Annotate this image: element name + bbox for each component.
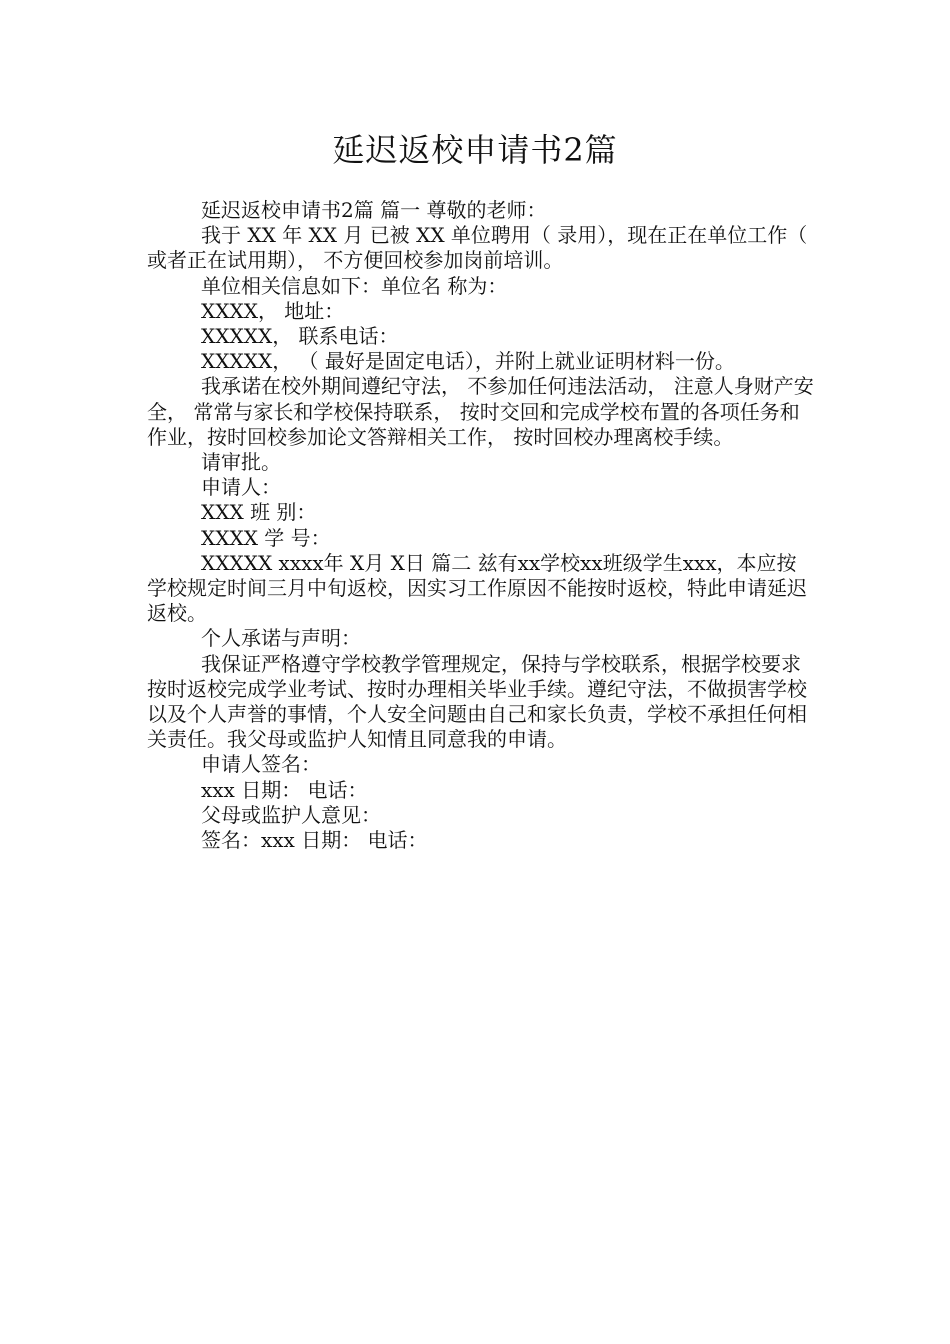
paragraph-proof-materials: XXXXX， （ 最好是固定电话），并附上就业证明材料一份。: [201, 349, 735, 374]
paragraph-class: XXX 班 别：: [201, 500, 317, 525]
paragraph-student-id: XXXX 学 号：: [201, 525, 331, 550]
paragraph-request-approval: 请审批。: [201, 450, 281, 475]
paragraph-unit-info-intro: 单位相关信息如下：单位名 称为：: [201, 273, 508, 298]
document-title: 延迟返校申请书2篇: [332, 131, 618, 169]
paragraph-declaration-body: 我保证严格遵守学校教学管理规定，保持与学校联系，根据学校要求按时返校完成学业考试、按时办理相关毕业手续。遵纪守法，不做损害学校以及个人声誉的事情，个人安全问题由自己和家长负责，学校不承担任何相关责任。我父母或监护人知情且同意我的申请。: [147, 651, 807, 752]
paragraph-guardian-signature: 签名：xxx 日期： 电话：: [201, 828, 428, 853]
paragraph-date-phone: xxx 日期： 电话：: [201, 777, 368, 802]
paragraph-unit-phone: XXXXX， 联系电话：: [201, 324, 399, 349]
paragraph-promise: 我承诺在校外期间遵纪守法， 不参加任何违法活动， 注意人身财产安全， 常常与家长和学校保持联系， 按时交回和完成学校布置的各项任务和作业，按时回校参加论文答辩相关工作， 按时回校办理离校手续。: [147, 374, 814, 449]
paragraph-guardian-opinion: 父母或监护人意见：: [201, 802, 381, 827]
paragraph-applicant-signature: 申请人签名：: [201, 752, 321, 777]
paragraph-applicant: 申请人：: [201, 475, 281, 500]
document-body: [147, 198, 815, 853]
paragraph-declaration-heading: 个人承诺与声明：: [201, 626, 361, 651]
paragraph-section-two: XXXXX xxxx年 X月 X日 篇二 兹有xx学校xx班级学生xxx，本应按学校规定时间三月中旬返校，因实习工作原因不能按时返校，特此申请延迟返校。: [147, 550, 807, 626]
paragraph-employment-statement: 我于 XX 年 XX 月 已被 XX 单位聘用（ 录用），现在正在单位工作（ 或者正在试用期）， 不方便回校参加岗前培训。: [147, 223, 814, 273]
paragraph-unit-address: XXXX， 地址：: [201, 298, 345, 323]
paragraph-greeting: 延迟返校申请书2篇 篇一 尊敬的老师：: [201, 198, 547, 222]
